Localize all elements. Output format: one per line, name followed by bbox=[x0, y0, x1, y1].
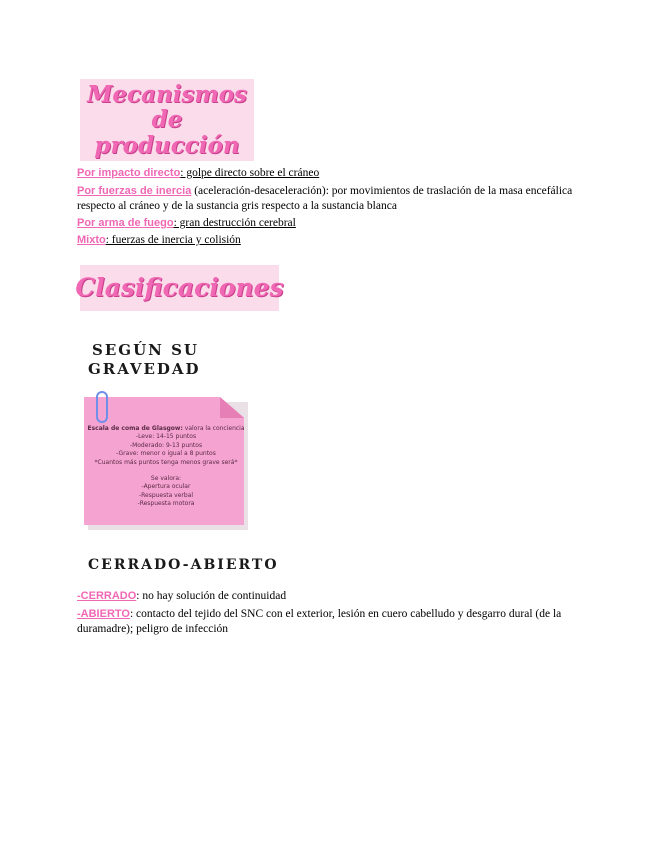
mechanism-text-cont: respecto al cráneo y de la sustancia gris respecto a la sustancia blanca bbox=[77, 200, 397, 212]
mechanism-mixto bbox=[77, 233, 597, 248]
cerrado-text: : no hay solución de continuidad bbox=[136, 590, 287, 602]
note-title-rest: valora la conciencia bbox=[182, 425, 245, 432]
note-line: -Moderado: 9-13 puntos bbox=[129, 441, 203, 449]
mechanism-key: Por fuerzas de inercia bbox=[77, 185, 192, 197]
heading-gravedad bbox=[88, 341, 201, 379]
abierto-text: : contacto del tejido del SNC con el exterior, lesión en cuero cabelludo y desgarro dural (de la bbox=[129, 608, 562, 620]
abierto-key: -ABIERTO bbox=[77, 608, 130, 620]
abierto-item bbox=[77, 607, 597, 637]
note-line: -Respuesta verbal bbox=[138, 491, 194, 499]
mechanism-inercia bbox=[77, 184, 597, 214]
note-title-bold: Escala de coma de Glasgow: bbox=[87, 425, 183, 432]
mechanism-key: Por impacto directo bbox=[77, 167, 181, 179]
heading-gravedad-line2: GRAVEDAD bbox=[88, 360, 201, 378]
banner-line-1: Mecanismos de bbox=[86, 81, 248, 134]
mechanism-text: (aceleración-desaceleración): por movimientos de traslación de la masa encefálica bbox=[191, 185, 573, 197]
note-line: -Apertura ocular bbox=[141, 483, 191, 491]
mechanism-key: Por arma de fuego bbox=[77, 217, 174, 229]
paperclip-icon bbox=[96, 391, 108, 423]
mechanism-text: : gran destrucción cerebral bbox=[173, 217, 296, 229]
note-content bbox=[84, 425, 248, 509]
banner-mecanismos bbox=[80, 79, 254, 161]
mechanism-impacto bbox=[77, 166, 597, 181]
mechanism-key: Mixto bbox=[77, 234, 106, 246]
banner-clasificaciones-title: Clasificaciones bbox=[75, 273, 284, 303]
note-title bbox=[84, 425, 248, 433]
note-gap bbox=[84, 467, 248, 475]
note-line: -Respuesta motora bbox=[137, 500, 195, 508]
abierto-text-cont: duramadre); peligro de infección bbox=[77, 623, 229, 635]
cerrado-key: -CERRADO bbox=[77, 590, 137, 602]
banner-line-2: producción bbox=[94, 131, 240, 159]
mechanism-text: : golpe directo sobre el cráneo bbox=[180, 167, 320, 179]
banner-clasificaciones bbox=[75, 265, 284, 311]
mechanism-arma bbox=[77, 216, 597, 231]
heading-cerrado-abierto: CERRADO-ABIERTO bbox=[88, 557, 279, 573]
note-line: *Cuantos más puntos tenga menos grave será* bbox=[94, 458, 238, 466]
cerrado-item bbox=[77, 589, 597, 604]
banner-mecanismos-title bbox=[80, 82, 254, 158]
note-line: -Leve: 14-15 puntos bbox=[135, 433, 197, 441]
heading-gravedad-line1: SEGÚN SU bbox=[92, 341, 200, 359]
note-line: -Grave: menor o igual a 8 puntos bbox=[116, 450, 216, 458]
mechanism-text: : fuerzas de inercia y colisión bbox=[105, 234, 241, 246]
note-line: Se valora: bbox=[150, 475, 182, 483]
